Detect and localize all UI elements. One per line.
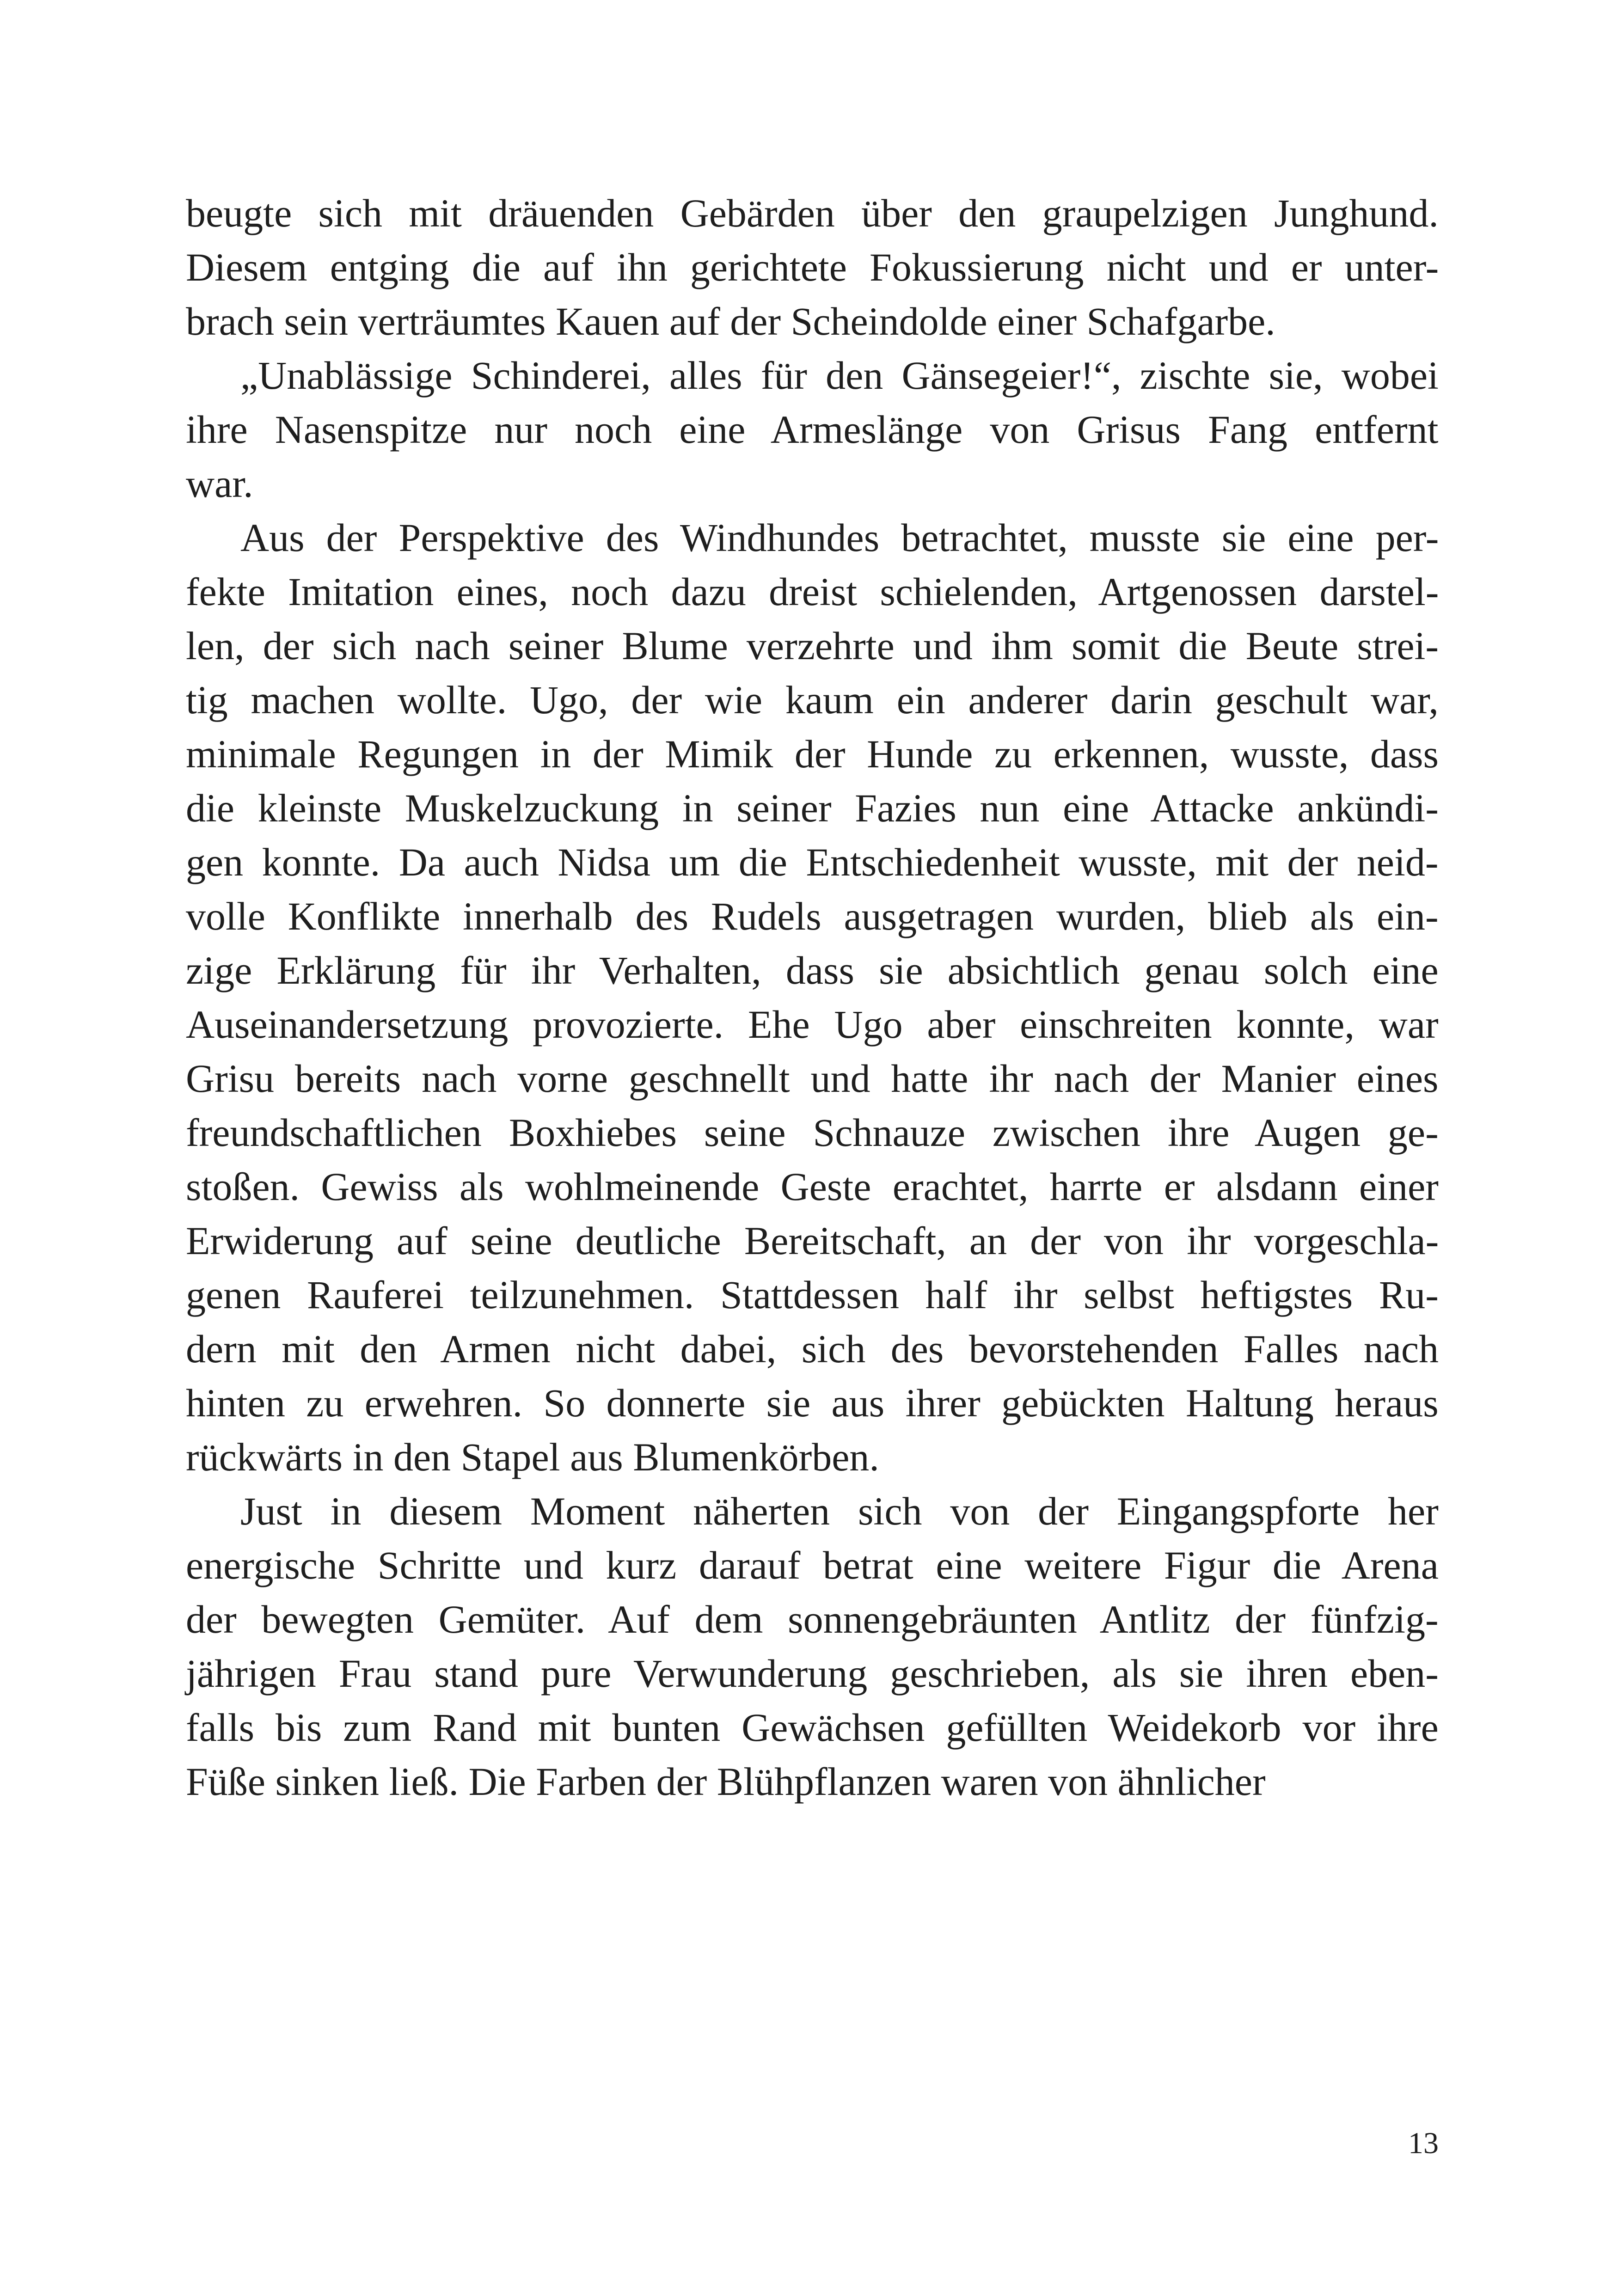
- text-line: Füße sinken ließ. Die Farben der Blühpflanzen waren von ähnlicher: [186, 1759, 1266, 1804]
- text-line: genen Rauferei teilzunehmen. Stattdessen half ihr selbst heftigstes Ru-: [186, 1273, 1439, 1317]
- text-line: der bewegten Gemüter. Auf dem sonnengebräunten Antlitz der fünfzig-: [186, 1597, 1439, 1641]
- text-line: volle Konflikte innerhalb des Rudels ausgetragen wurden, blieb als ein-: [186, 894, 1439, 938]
- text-line: energische Schritte und kurz darauf betrat eine weitere Figur die Arena: [186, 1543, 1439, 1587]
- text-line: freundschaftlichen Boxhiebes seine Schnauze zwischen ihre Augen ge-: [186, 1110, 1439, 1155]
- text-line: falls bis zum Rand mit bunten Gewächsen gefüllten Weidekorb vor ihre: [186, 1705, 1439, 1750]
- text-line: ihre Nasenspitze nur noch eine Armeslänge von Grisus Fang entfernt: [186, 407, 1439, 452]
- body-text: [186, 186, 1439, 2121]
- text-line: die kleinste Muskelzuckung in seiner Fazies nun eine Attacke ankündi-: [186, 786, 1439, 830]
- text-line: zige Erklärung für ihr Verhalten, dass sie absichtlich genau solch eine: [186, 948, 1439, 992]
- text-line: „Unablässige Schinderei, alles für den Gänsegeier!“, zischte sie, wobei: [240, 353, 1439, 398]
- text-line: Just in diesem Moment näherten sich von der Eingangspforte her: [240, 1489, 1439, 1533]
- text-line: len, der sich nach seiner Blume verzehrte und ihm somit die Beute strei-: [186, 624, 1439, 668]
- text-line: gen konnte. Da auch Nidsa um die Entschiedenheit wusste, mit der neid-: [186, 840, 1439, 884]
- text-line: fekte Imitation eines, noch dazu dreist schielenden, Artgenossen darstel-: [186, 569, 1439, 614]
- text-line: war.: [186, 461, 253, 506]
- text-line: Aus der Perspektive des Windhundes betrachtet, musste sie eine per-: [240, 515, 1439, 560]
- text-line: Diesem entging die auf ihn gerichtete Fokussierung nicht und er unter-: [186, 245, 1439, 289]
- text-line: Grisu bereits nach vorne geschnellt und hatte ihr nach der Manier eines: [186, 1056, 1439, 1101]
- text-line: stoßen. Gewiss als wohlmeinende Geste erachtet, harrte er alsdann einer: [186, 1164, 1439, 1209]
- text-line: dern mit den Armen nicht dabei, sich des bevorstehenden Falles nach: [186, 1327, 1439, 1371]
- text-line: brach sein verträumtes Kauen auf der Scheindolde einer Schafgarbe.: [186, 299, 1275, 343]
- text-line: Erwiderung auf seine deutliche Bereitschaft, an der von ihr vorgeschla-: [186, 1218, 1439, 1263]
- text-line: minimale Regungen in der Mimik der Hunde zu erkennen, wusste, dass: [186, 732, 1439, 776]
- text-line: hinten zu erwehren. So donnerte sie aus ihrer gebückten Haltung heraus: [186, 1381, 1439, 1425]
- text-line: beugte sich mit dräuenden Gebärden über den graupelzigen Junghund.: [186, 191, 1439, 235]
- page-number: 13: [1408, 2126, 1439, 2160]
- text-line: tig machen wollte. Ugo, der wie kaum ein anderer darin geschult war,: [186, 678, 1439, 722]
- text-line: rückwärts in den Stapel aus Blumenkörben.: [186, 1435, 879, 1479]
- text-line: Auseinandersetzung provozierte. Ehe Ugo aber einschreiten konnte, war: [186, 1002, 1439, 1047]
- text-line: jährigen Frau stand pure Verwunderung geschrieben, als sie ihren eben-: [186, 1651, 1439, 1696]
